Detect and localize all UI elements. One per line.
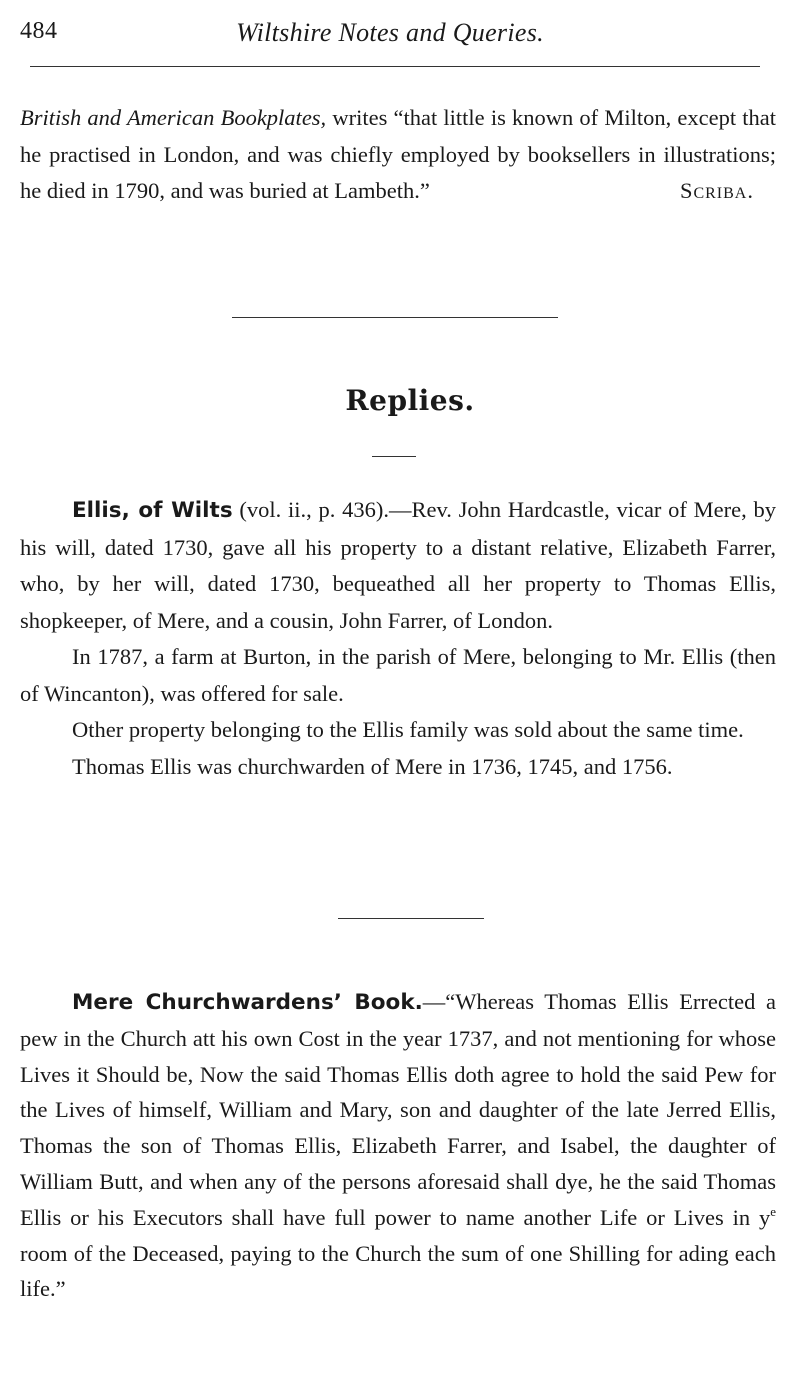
page xyxy=(20,0,776,1395)
bookplates-paragraph-block xyxy=(20,100,776,210)
header-rule xyxy=(30,66,760,67)
mere-paragraph xyxy=(20,984,776,1307)
section-divider xyxy=(232,317,558,318)
ellis-paragraph-2: In 1787, a farm at Burton, in the parish of Mere, belonging to Mr. Ellis (then of Wincanton), was offered for sale. xyxy=(20,644,776,706)
mere-entry xyxy=(20,984,776,1307)
heading-divider xyxy=(372,456,416,457)
mere-text-part-2: room of the Deceased, paying to the Church the sum of one Shilling for ading each life.” xyxy=(20,1240,776,1302)
ellis-paragraph-4: Thomas Ellis was churchwarden of Mere in 1736, 1745, and 1756. xyxy=(72,753,673,779)
bookplates-paragraph xyxy=(20,100,776,210)
ellis-entry xyxy=(20,492,776,785)
bookplates-title: British and American Bookplates, xyxy=(20,105,327,130)
running-head xyxy=(20,18,760,52)
mere-superscript: e xyxy=(770,1203,776,1219)
section-heading: Replies. xyxy=(345,384,475,417)
signature: Scriba. xyxy=(679,178,754,203)
mere-entry-title: Mere Churchwardens’ Book. xyxy=(72,990,423,1015)
bookplates-text: writes “that little is known of Milton, except that he practised in London, and was chiefly employed by booksellers in illustrations; he died in 1790, and was buried at Lambeth.” xyxy=(20,105,776,203)
journal-title: Wiltshire Notes and Queries. xyxy=(236,18,544,47)
entry-divider xyxy=(338,918,484,919)
page-number: 484 xyxy=(20,18,58,44)
ellis-paragraph-3: Other property belonging to the Ellis family was sold about the same time. xyxy=(72,717,744,742)
ellis-entry-title: Ellis, of Wilts xyxy=(72,498,233,523)
mere-text-part-1: —“Whereas Thomas Ellis Errected a pew in the Church att his own Cost in the year 1737, and not mentioning for whose Lives it Should be, Now the said Thomas Ellis doth agree to hold the said Pew for the Lives of himself, William and Mary, son and daughter of the late Jerred Ellis, Thomas the son of Thomas Ellis, Elizabeth Farrer, and Isabel, the daughter of William Butt, and when any of the persons aforesaid shall dye, he the said Thomas Ellis or his Executors shall have full power to name another Life or Lives in y xyxy=(20,989,776,1230)
ellis-paragraph-1 xyxy=(20,492,776,639)
ellis-intro-text: (vol. ii., p. 436).—Rev. John Hardcastle, vicar of Mere, by his will, dated 1730, gave all his property to a distant relative, Elizabeth Farrer, who, by her will, dated 1730, bequeathed all her property to Thomas Ellis, shopkeeper, of Mere, and a cousin, John Farrer, of London. xyxy=(20,497,777,633)
